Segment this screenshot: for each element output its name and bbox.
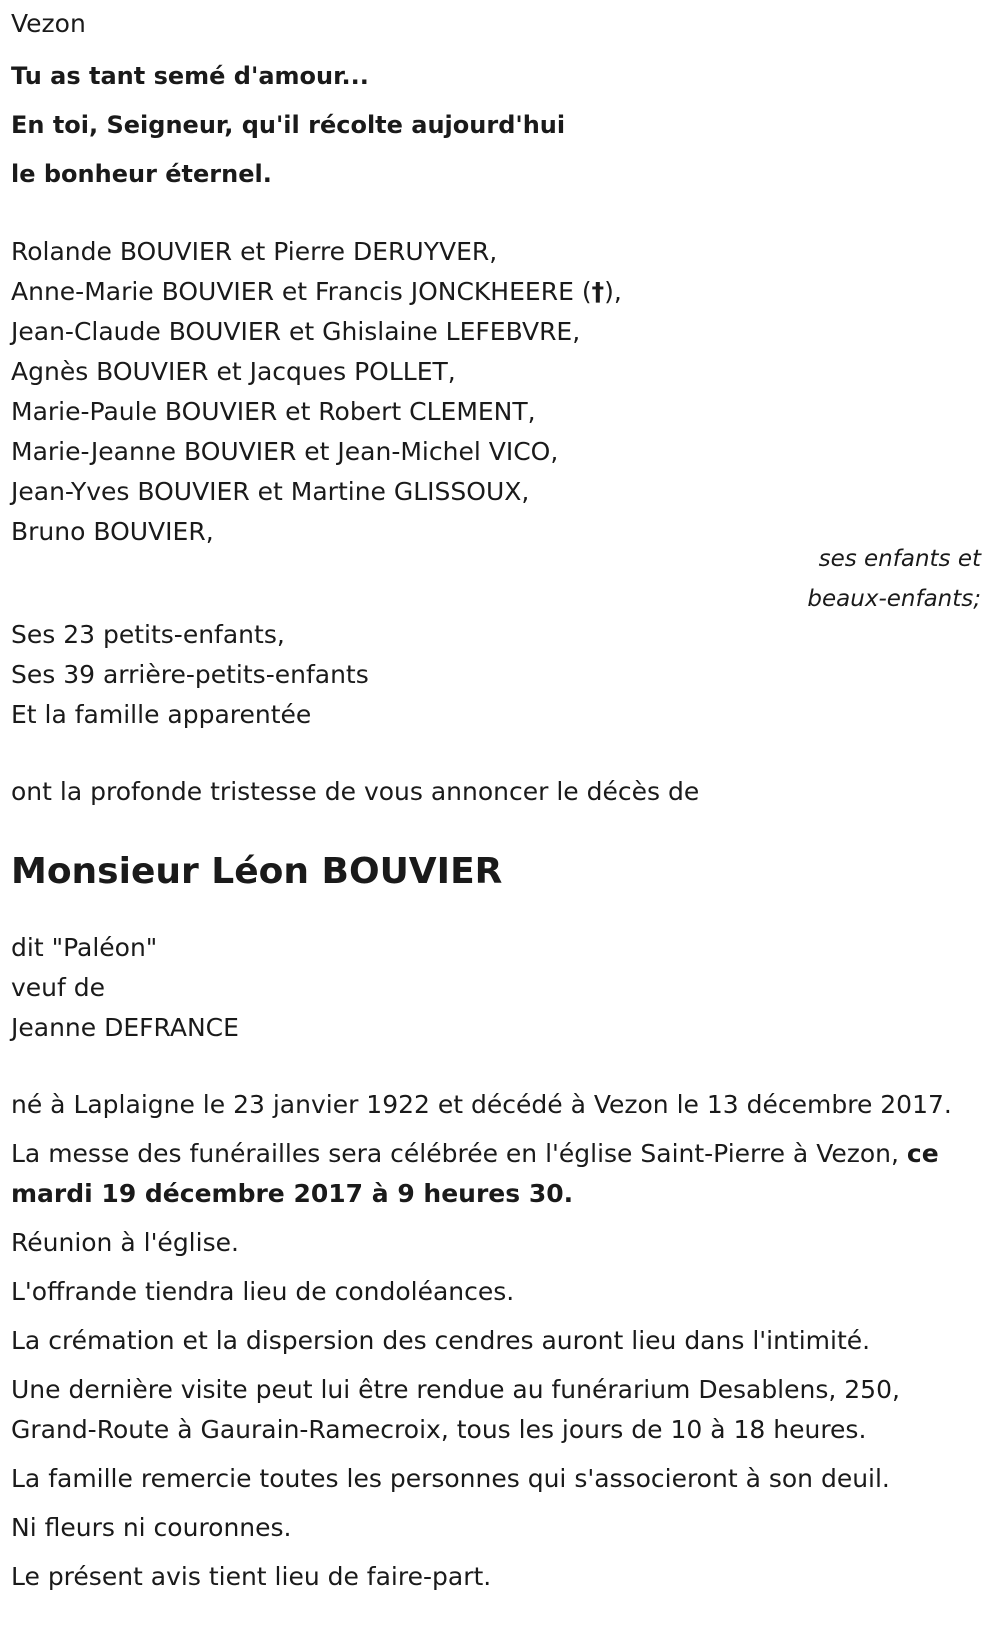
verse: [11, 52, 565, 199]
verse-line: Tu as tant semé d'amour...: [11, 62, 369, 90]
child-couple: [11, 272, 622, 312]
offering-info: L'offrande tiendra lieu de condoléances.: [11, 1277, 515, 1306]
relation-line: beaux-enfants;: [807, 586, 981, 612]
children-list: [11, 232, 622, 552]
cremation-info: La crémation et la dispersion des cendres auront lieu dans l'intimité.: [11, 1326, 871, 1355]
mass-intro: La messe des funérailles sera célébrée en l'église Saint-Pierre à Vezon,: [11, 1139, 907, 1168]
child-couple: Agnès BOUVIER et Jacques POLLET,: [11, 357, 456, 386]
verse-line: le bonheur éternel.: [11, 160, 272, 188]
verse-line: En toi, Seigneur, qu'il récolte aujourd'hui: [11, 111, 566, 139]
thanks-info: La famille remercie toutes les personnes qui s'associeront à son deuil.: [11, 1464, 890, 1493]
birth-death: né à Laplaigne le 23 janvier 1922 et décédé à Vezon le 13 décembre 2017.: [11, 1090, 952, 1119]
relative-line: Et la famille apparentée: [11, 700, 312, 729]
relation-line: ses enfants et: [818, 546, 981, 572]
child-couple: Rolande BOUVIER et Pierre DERUYVER,: [11, 237, 498, 266]
nickname: dit "Paléon": [11, 933, 158, 962]
child-couple: Marie-Paule BOUVIER et Robert CLEMENT,: [11, 397, 536, 426]
relative-line: Ses 39 arrière-petits-enfants: [11, 660, 369, 689]
child-couple: Marie-Jeanne BOUVIER et Jean-Michel VICO,: [11, 437, 559, 466]
other-relatives: [11, 615, 369, 735]
child-couple-text: Anne-Marie BOUVIER et Francis JONCKHEERE (: [11, 277, 592, 306]
child-couple: Jean-Claude BOUVIER et Ghislaine LEFEBVRE,: [11, 317, 581, 346]
notice-info: Le présent avis tient lieu de faire-part.: [11, 1562, 492, 1591]
mass-datetime: ce mardi 19 décembre 2017 à 9 heures 30.: [11, 1139, 939, 1208]
funeral-details: [11, 1085, 986, 1606]
cross-suffix: ),: [604, 277, 622, 306]
relation-label: [807, 539, 981, 619]
no-flowers: Ni fleurs ni couronnes.: [11, 1513, 292, 1542]
mass-info: [11, 1134, 986, 1214]
deceased-info: [11, 928, 239, 1048]
child-couple: Bruno BOUVIER,: [11, 517, 214, 546]
widow-label: veuf de: [11, 973, 106, 1002]
deceased-name: Monsieur Léon BOUVIER: [11, 851, 503, 892]
relative-line: Ses 23 petits-enfants,: [11, 620, 285, 649]
spouse-name: Jeanne DEFRANCE: [11, 1013, 239, 1042]
child-couple: Jean-Yves BOUVIER et Martine GLISSOUX,: [11, 477, 530, 506]
place-name: Vezon: [11, 9, 86, 38]
announcement: ont la profonde tristesse de vous annoncer le décès de: [11, 777, 700, 806]
cross-icon: †: [591, 277, 605, 306]
visit-info: Une dernière visite peut lui être rendue au funérarium Desablens, 250, Grand-Route à Gaurain-Ramecroix, tous les jours de 10 à 18 heures.: [11, 1375, 900, 1444]
meeting-info: Réunion à l'église.: [11, 1228, 239, 1257]
